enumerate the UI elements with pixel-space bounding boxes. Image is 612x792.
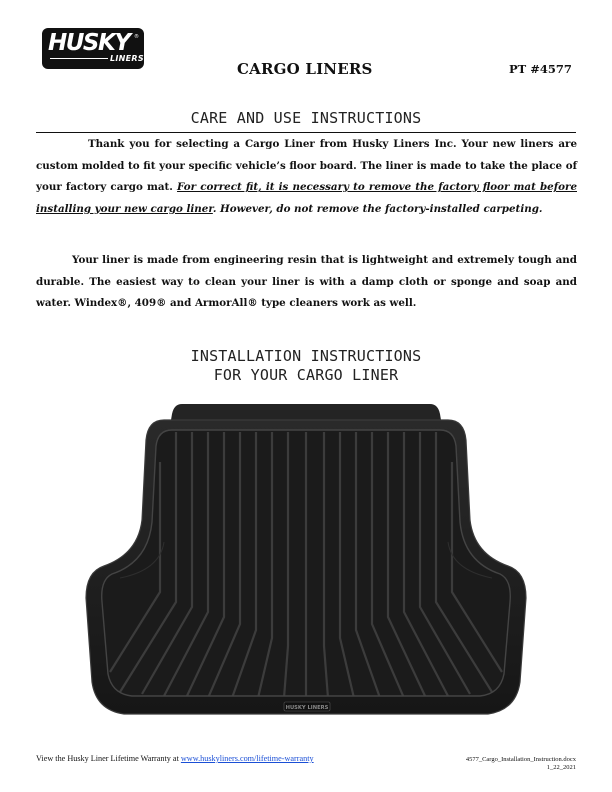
file-date: 1_22_2021 [546, 764, 576, 771]
logo-brand: HUSKY [48, 30, 130, 56]
care-paragraph-1: Thank you for selecting a Cargo Liner from Husky Liners Inc. Your new liners are custom molded to fit your specific vehicle’s floor board. The liner is made to take the place of your factory cargo mat. For correct fit, it is necessary to remove the factory floor mat before installing your new cargo liner. However, do not remove the factory-installed carpeting. [36, 138, 577, 215]
care-heading: CARE AND USE INSTRUCTIONS [190, 109, 422, 127]
file-info [466, 756, 576, 772]
heading-divider [36, 132, 576, 133]
file-name: 4577_Cargo_Installation_Instruction.docx [465, 756, 576, 763]
care-paragraph-2: Your liner is made from engineering resin that is lightweight and extremely tough and durable. The easiest way to clean your liner is with a damp cloth or sponge and soap and water. Windex®, 409® and ArmorAll® type cleaners work as well. [36, 254, 577, 310]
remove-mat-note: For correct fit, it is necessary to remove the factory floor mat before installing your new cargo liner [36, 181, 577, 215]
husky-liners-logo: HUSKY ® LINERS [42, 28, 144, 69]
document-title: CARGO LINERS [237, 60, 373, 78]
carpet-note: However, do not remove the factory-installed carpeting. [216, 202, 543, 215]
warranty-link[interactable]: www.huskyliners.com/lifetime-warranty [180, 754, 314, 763]
warranty-note: View the Husky Liner Lifetime Warranty at www.huskyliners.com/lifetime-warranty [36, 754, 314, 763]
part-number: PT #4577 [509, 62, 572, 76]
liner-logo-text: HUSKY LINERS [285, 705, 329, 712]
logo-sub: LINERS [110, 54, 144, 63]
install-heading-line2: FOR YOUR CARGO LINER [213, 366, 399, 384]
cargo-liner-photo [80, 402, 532, 732]
install-heading-line1: INSTALLATION INSTRUCTIONS [190, 347, 422, 365]
